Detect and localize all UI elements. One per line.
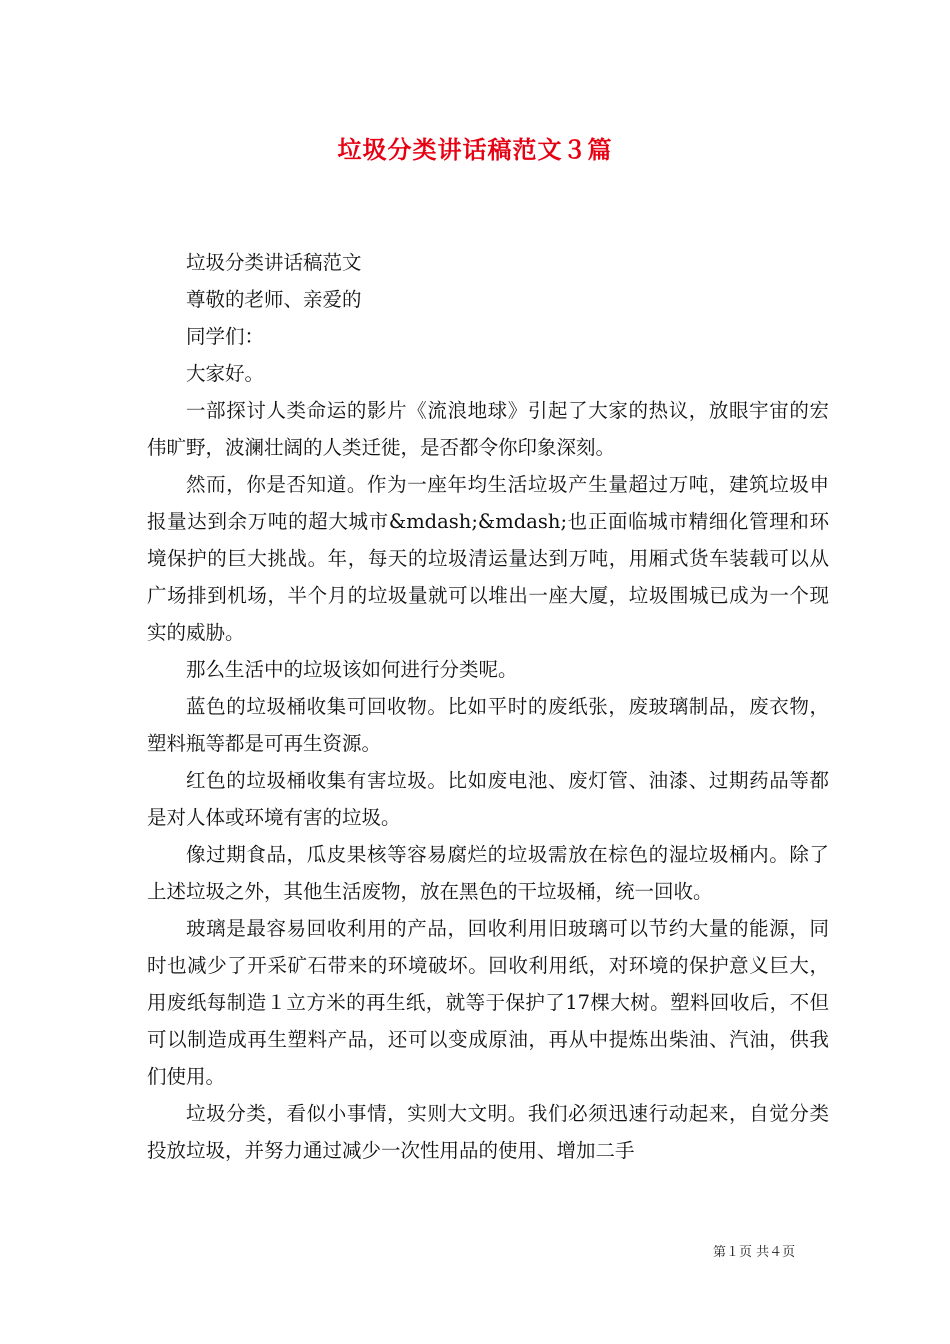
document-title: 垃圾分类讲话稿范文３篇 [337,135,613,164]
paragraph: 像过期食品，瓜皮果核等容易腐烂的垃圾需放在棕色的湿垃圾桶内。除了上述垃圾之外，其他生活废物，放在黑色的干垃圾桶，统一回收。 [147,843,829,903]
paragraph: 一部探讨人类命运的影片《流浪地球》引起了大家的热议，放眼宇宙的宏伟旷野，波澜壮阔的人类迁徙，是否都令你印象深刻。 [147,399,829,459]
page-number-footer: 第１页 共４页 [713,1245,796,1260]
paragraph: 玻璃是最容易回收利用的产品，回收利用旧玻璃可以节约大量的能源，同时也减少了开采矿石带来的环境破坏。回收利用纸，对环境的保护意义巨大，用废纸每制造１立方米的再生纸，就等于保护了17棵大树。塑料回收后，不但可以制造成再生塑料产品，还可以变成原油，再从中提炼出柴油、汽油，供我们使用。 [147,917,829,1088]
paragraph: 红色的垃圾桶收集有害垃圾。比如废电池、废灯管、油漆、过期药品等都是对人体或环境有害的垃圾。 [147,769,829,829]
document-body [147,244,829,1169]
paragraph: 同学们： [186,325,265,348]
paragraph: 那么生活中的垃圾该如何进行分类呢。 [186,658,518,681]
paragraph: 然而，你是否知道。作为一座年均生活垃圾产生量超过万吨，建筑垃圾申报量达到余万吨的超大城市&mdash;&mdash;也正面临城市精细化管理和环境保护的巨大挑战。年，每天的垃圾清运量达到万吨，用厢式货车装载可以从广场排到机场，半个月的垃圾量就可以堆出一座大厦，垃圾围城已成为一个现实的威胁。 [147,473,829,644]
paragraph: 垃圾分类，看似小事情，实则大文明。我们必须迅速行动起来，自觉分类投放垃圾，并努力通过减少一次性用品的使用、增加二手 [147,1102,829,1162]
paragraph: 尊敬的老师、亲爱的 [186,288,362,311]
paragraph: 大家好。 [186,362,265,385]
paragraph: 垃圾分类讲话稿范文 [186,251,362,274]
paragraph: 蓝色的垃圾桶收集可回收物。比如平时的废纸张，废玻璃制品，废衣物，塑料瓶等都是可再生资源。 [147,695,829,755]
